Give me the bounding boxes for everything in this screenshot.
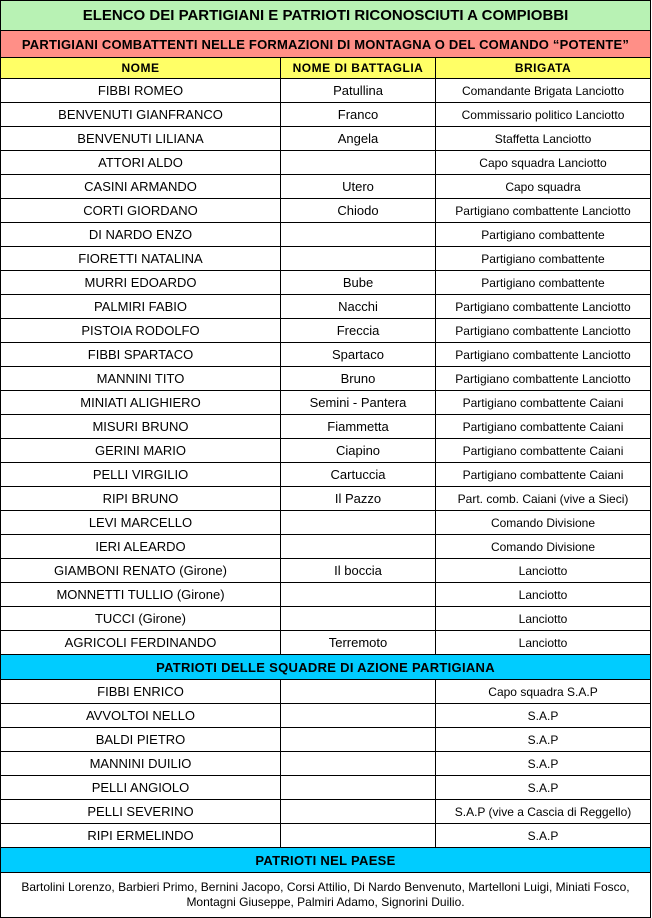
cell-brigata: Partigiano combattente — [436, 247, 651, 271]
cell-nome: DI NARDO ENZO — [1, 223, 281, 247]
cell-nome-di-battaglia — [281, 151, 436, 175]
cell-nome-di-battaglia: Chiodo — [281, 199, 436, 223]
patrioti-paese-list: Bartolini Lorenzo, Barbieri Primo, Bernini Jacopo, Corsi Attilio, Di Nardo Benvenuto, Martelloni Luigi, Miniati Fosco, Montagni Giuseppe, Palmiri Adamo, Signorini Duilio. — [1, 873, 651, 918]
cell-nome: BALDI PIETRO — [1, 728, 281, 752]
table-row — [1, 367, 651, 391]
table-row — [1, 559, 651, 583]
cell-brigata: Part. comb. Caiani (vive a Sieci) — [436, 487, 651, 511]
table-row — [1, 391, 651, 415]
subtitle-row — [1, 31, 651, 58]
cell-brigata: S.A.P — [436, 728, 651, 752]
cell-brigata: Partigiano combattente Lanciotto — [436, 295, 651, 319]
cell-brigata: Partigiano combattente Caiani — [436, 439, 651, 463]
section-title-sap: PATRIOTI DELLE SQUADRE DI AZIONE PARTIGIANA — [1, 655, 651, 680]
cell-nome: RIPI ERMELINDO — [1, 824, 281, 848]
table-row — [1, 487, 651, 511]
table-row — [1, 439, 651, 463]
table-row — [1, 631, 651, 655]
cell-nome-di-battaglia: Patullina — [281, 79, 436, 103]
cell-nome: FIORETTI NATALINA — [1, 247, 281, 271]
table-row — [1, 800, 651, 824]
table-row — [1, 247, 651, 271]
cell-brigata: Partigiano combattente Lanciotto — [436, 199, 651, 223]
cell-nome-di-battaglia — [281, 223, 436, 247]
cell-nome: MISURI BRUNO — [1, 415, 281, 439]
cell-nome: LEVI MARCELLO — [1, 511, 281, 535]
cell-brigata: Partigiano combattente Lanciotto — [436, 367, 651, 391]
cell-brigata: Comando Divisione — [436, 511, 651, 535]
cell-nome: FIBBI ENRICO — [1, 680, 281, 704]
cell-nome: GIAMBONI RENATO (Girone) — [1, 559, 281, 583]
cell-nome-di-battaglia: Ciapino — [281, 439, 436, 463]
cell-brigata: Lanciotto — [436, 559, 651, 583]
table-row — [1, 319, 651, 343]
table-row — [1, 511, 651, 535]
cell-nome: PELLI SEVERINO — [1, 800, 281, 824]
cell-nome-di-battaglia — [281, 776, 436, 800]
cell-nome-di-battaglia — [281, 728, 436, 752]
table-row — [1, 223, 651, 247]
cell-brigata: Comandante Brigata Lanciotto — [436, 79, 651, 103]
cell-nome-di-battaglia: Semini - Pantera — [281, 391, 436, 415]
title-row — [1, 1, 651, 31]
cell-nome-di-battaglia — [281, 752, 436, 776]
column-header-nome-di-battaglia: NOME DI BATTAGLIA — [281, 58, 436, 79]
cell-nome: CORTI GIORDANO — [1, 199, 281, 223]
patrioti-paese-row — [1, 873, 651, 918]
column-header-nome: NOME — [1, 58, 281, 79]
cell-nome-di-battaglia: Terremoto — [281, 631, 436, 655]
cell-brigata: Partigiano combattente Caiani — [436, 463, 651, 487]
cell-nome-di-battaglia: Freccia — [281, 319, 436, 343]
section-title-sap-row — [1, 655, 651, 680]
table-row — [1, 151, 651, 175]
cell-nome-di-battaglia — [281, 535, 436, 559]
cell-nome-di-battaglia — [281, 511, 436, 535]
cell-nome: FIBBI SPARTACO — [1, 343, 281, 367]
table-row — [1, 415, 651, 439]
cell-nome-di-battaglia — [281, 583, 436, 607]
cell-nome-di-battaglia — [281, 824, 436, 848]
cell-nome-di-battaglia — [281, 800, 436, 824]
cell-nome: MURRI EDOARDO — [1, 271, 281, 295]
cell-nome: MANNINI DUILIO — [1, 752, 281, 776]
cell-nome: BENVENUTI LILIANA — [1, 127, 281, 151]
cell-nome: GERINI MARIO — [1, 439, 281, 463]
table-row — [1, 728, 651, 752]
cell-nome: FIBBI ROMEO — [1, 79, 281, 103]
cell-brigata: Capo squadra Lanciotto — [436, 151, 651, 175]
table-row — [1, 175, 651, 199]
table-row — [1, 824, 651, 848]
cell-brigata: S.A.P — [436, 824, 651, 848]
cell-nome: AGRICOLI FERDINANDO — [1, 631, 281, 655]
cell-nome: BENVENUTI GIANFRANCO — [1, 103, 281, 127]
cell-brigata: Capo squadra S.A.P — [436, 680, 651, 704]
cell-nome-di-battaglia: Bube — [281, 271, 436, 295]
table-row — [1, 199, 651, 223]
cell-nome-di-battaglia: Spartaco — [281, 343, 436, 367]
cell-nome-di-battaglia: Fiammetta — [281, 415, 436, 439]
cell-nome-di-battaglia: Nacchi — [281, 295, 436, 319]
cell-brigata: Partigiano combattente Caiani — [436, 415, 651, 439]
cell-brigata: Partigiano combattente — [436, 223, 651, 247]
cell-brigata: Lanciotto — [436, 607, 651, 631]
cell-brigata: S.A.P — [436, 704, 651, 728]
cell-brigata: Commissario politico Lanciotto — [436, 103, 651, 127]
table-row — [1, 103, 651, 127]
cell-nome: MONNETTI TULLIO (Girone) — [1, 583, 281, 607]
cell-brigata: Partigiano combattente Lanciotto — [436, 319, 651, 343]
table-row — [1, 271, 651, 295]
cell-nome: PELLI ANGIOLO — [1, 776, 281, 800]
cell-brigata: Lanciotto — [436, 631, 651, 655]
cell-brigata: Partigiano combattente Caiani — [436, 391, 651, 415]
cell-nome: PELLI VIRGILIO — [1, 463, 281, 487]
table-row — [1, 79, 651, 103]
cell-brigata: S.A.P — [436, 776, 651, 800]
cell-brigata: Partigiano combattente — [436, 271, 651, 295]
cell-nome: ATTORI ALDO — [1, 151, 281, 175]
column-header-brigata: BRIGATA — [436, 58, 651, 79]
cell-nome-di-battaglia: Cartuccia — [281, 463, 436, 487]
cell-nome-di-battaglia — [281, 704, 436, 728]
table-row — [1, 704, 651, 728]
cell-brigata: S.A.P (vive a Cascia di Reggello) — [436, 800, 651, 824]
table-row — [1, 680, 651, 704]
cell-nome: RIPI BRUNO — [1, 487, 281, 511]
cell-nome-di-battaglia: Bruno — [281, 367, 436, 391]
cell-brigata: Staffetta Lanciotto — [436, 127, 651, 151]
section-title-paese: PATRIOTI NEL PAESE — [1, 848, 651, 873]
cell-nome-di-battaglia: Angela — [281, 127, 436, 151]
column-header-row — [1, 58, 651, 79]
cell-brigata: Partigiano combattente Lanciotto — [436, 343, 651, 367]
section-title-partigiani: PARTIGIANI COMBATTENTI NELLE FORMAZIONI DI MONTAGNA O DEL COMANDO “POTENTE” — [1, 31, 651, 58]
cell-nome-di-battaglia — [281, 680, 436, 704]
table-row — [1, 463, 651, 487]
table-row — [1, 127, 651, 151]
cell-nome: MANNINI TITO — [1, 367, 281, 391]
page-title: ELENCO DEI PARTIGIANI E PATRIOTI RICONOSCIUTI A COMPIOBBI — [1, 1, 651, 31]
table-row — [1, 295, 651, 319]
cell-nome: AVVOLTOI NELLO — [1, 704, 281, 728]
cell-nome: CASINI ARMANDO — [1, 175, 281, 199]
section-title-paese-row — [1, 848, 651, 873]
table-row — [1, 607, 651, 631]
cell-brigata: S.A.P — [436, 752, 651, 776]
table-row — [1, 343, 651, 367]
roster-body — [1, 1, 651, 918]
cell-nome: PISTOIA RODOLFO — [1, 319, 281, 343]
table-row — [1, 776, 651, 800]
cell-nome-di-battaglia — [281, 247, 436, 271]
cell-nome-di-battaglia — [281, 607, 436, 631]
table-row — [1, 752, 651, 776]
cell-brigata: Lanciotto — [436, 583, 651, 607]
cell-brigata: Capo squadra — [436, 175, 651, 199]
table-row — [1, 583, 651, 607]
table-row — [1, 535, 651, 559]
cell-nome: TUCCI (Girone) — [1, 607, 281, 631]
cell-nome-di-battaglia: Il boccia — [281, 559, 436, 583]
cell-brigata: Comando Divisione — [436, 535, 651, 559]
cell-nome: PALMIRI FABIO — [1, 295, 281, 319]
cell-nome: IERI ALEARDO — [1, 535, 281, 559]
cell-nome: MINIATI ALIGHIERO — [1, 391, 281, 415]
cell-nome-di-battaglia: Franco — [281, 103, 436, 127]
cell-nome-di-battaglia: Utero — [281, 175, 436, 199]
cell-nome-di-battaglia: Il Pazzo — [281, 487, 436, 511]
